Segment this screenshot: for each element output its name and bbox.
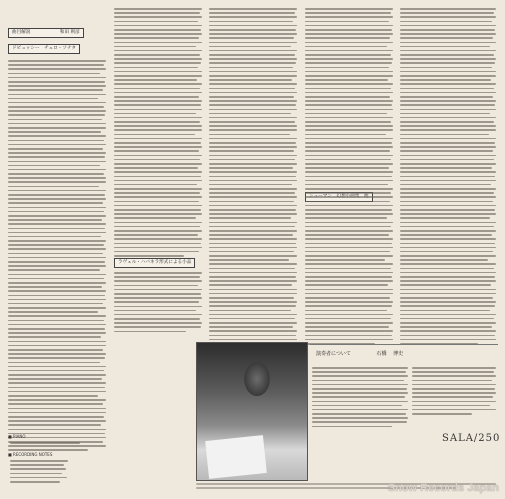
watermark: Snow Records Japan [387, 482, 499, 494]
left-author: 和田 則彦 [59, 30, 80, 35]
recording-notes [8, 452, 52, 457]
left-sub: ドビュッシー チェロ・ソナタ [12, 46, 76, 51]
recording-detail [10, 460, 70, 485]
piano-mark: ■ PIANO [8, 434, 26, 439]
performer-divider [310, 344, 498, 345]
sala-logo [442, 433, 500, 444]
left-sub-box [8, 44, 80, 54]
left-column-text [8, 60, 106, 454]
left-title: 曲目解説 [12, 30, 31, 35]
performer-author: 石橋 博史 [376, 351, 404, 357]
column-4-text [305, 8, 393, 347]
mid-sub-box [114, 258, 195, 268]
logo-text: SALA/250 [442, 433, 501, 444]
column-2-text [114, 8, 202, 259]
performer-title: 演奏者について [316, 351, 351, 357]
performer-photo [196, 342, 308, 481]
piano-notes [8, 434, 26, 439]
performer-heading [316, 350, 403, 357]
mid-sub: ラヴェル・ハバネラ形式による小品 [118, 260, 192, 265]
left-title-box [8, 28, 84, 38]
column-2-text-lower [114, 272, 202, 335]
column-5-text [400, 8, 496, 347]
photo-sheet-music [205, 435, 267, 479]
recording-mark: ■ RECORDING NOTES [8, 452, 53, 457]
performer-text [312, 367, 408, 430]
performer-text-2 [412, 367, 496, 417]
column-3-text [209, 8, 297, 347]
piano-detail-line [10, 442, 80, 444]
